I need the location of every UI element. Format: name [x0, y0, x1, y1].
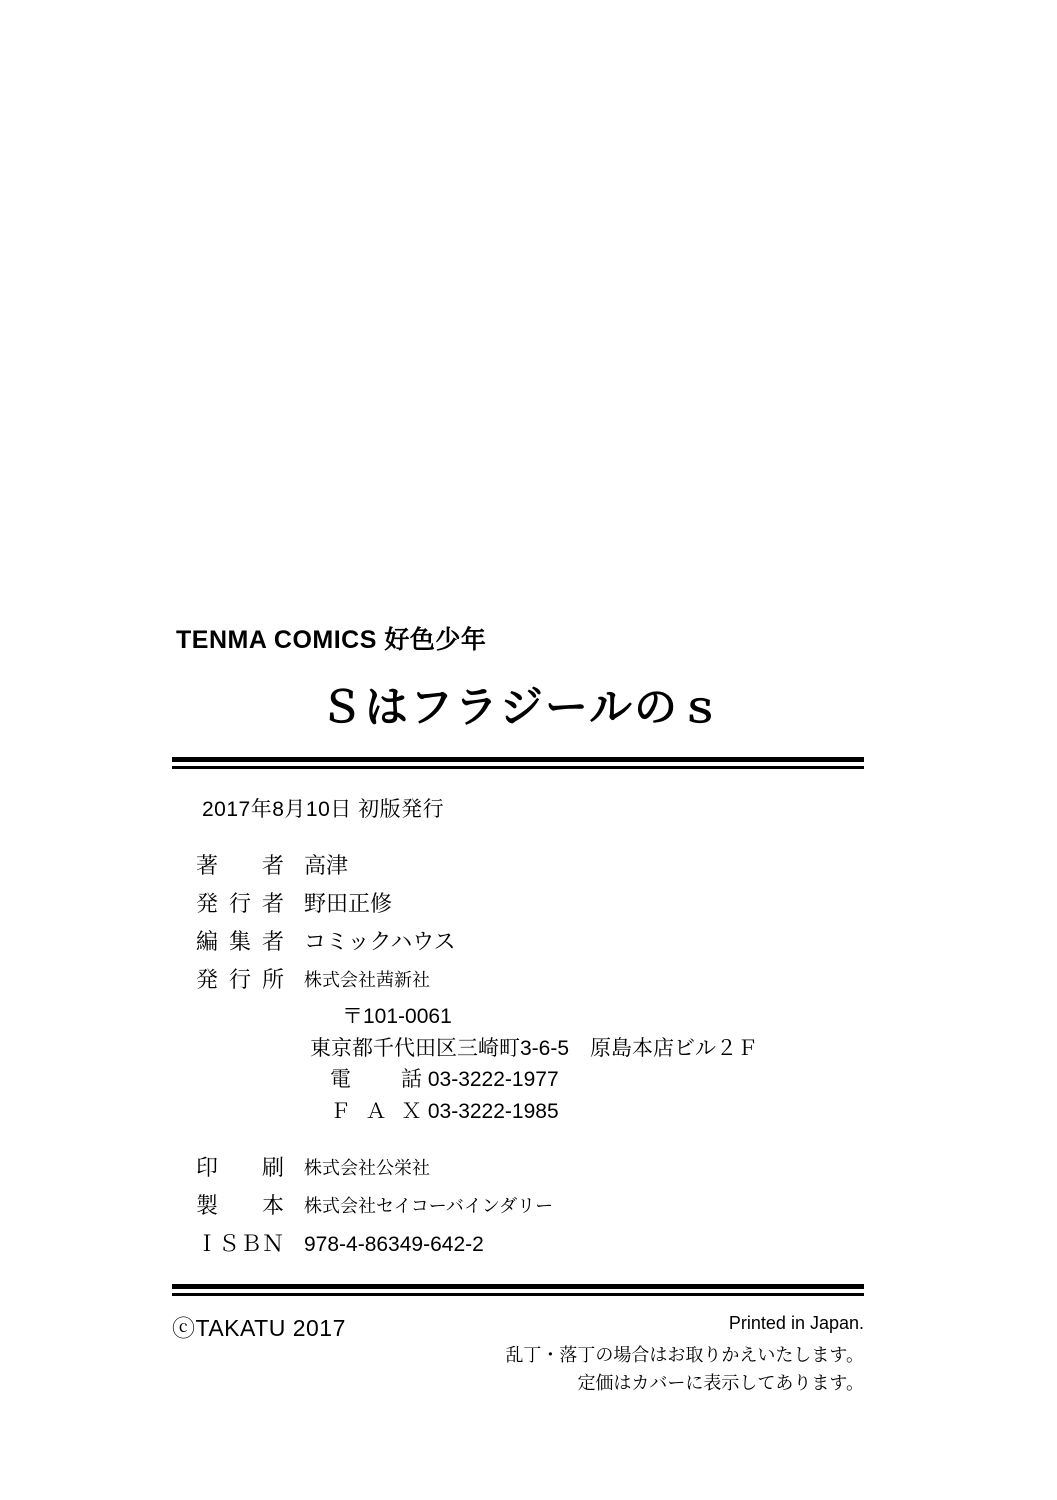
divider-top-thin [172, 766, 864, 769]
telephone-row [330, 1064, 872, 1096]
colophon-footer [172, 1310, 864, 1398]
credit-label-printing: 印刷 [196, 1155, 284, 1180]
fax-value: 03-3222-1985 [427, 1099, 559, 1123]
credit-value-editor: コミックハウス [304, 929, 456, 954]
book-title: Ｓはフラジールのｓ [319, 684, 725, 732]
credit-value-binding: 株式会社セイコーバインダリー [304, 1196, 554, 1216]
credit-label-binding: 製本 [196, 1193, 284, 1218]
credit-row [172, 849, 872, 880]
fax-row [330, 1096, 872, 1128]
credit-row [172, 925, 872, 956]
telephone-label: 電 話 [330, 1068, 422, 1091]
credit-label-isbn: ＩＳＢＮ [196, 1231, 285, 1256]
telephone-value: 03-3222-1977 [427, 1068, 559, 1091]
publisher-address [306, 1001, 872, 1127]
credit-row [172, 963, 872, 994]
credit-row [172, 1227, 872, 1258]
credit-row [172, 1189, 872, 1220]
price-notice: 定価はカバーに表示してあります。 [577, 1372, 864, 1393]
credit-value-publisher-person: 野田正修 [304, 891, 393, 916]
credit-label-publisher: 発行所 [196, 967, 284, 992]
credit-row [172, 887, 872, 918]
copyright-notice: ⓒTAKATU 2017 [172, 1315, 346, 1341]
credit-label-publisher-person: 発行者 [196, 891, 284, 916]
publication-date: 2017年8月10日 初版発行 [202, 798, 445, 821]
defect-notice: 乱丁・落丁の場合はお取りかえいたします。 [505, 1344, 864, 1365]
credit-label-author: 著者 [196, 853, 284, 878]
footer-notices [505, 1310, 864, 1398]
divider-bottom [172, 1284, 864, 1296]
fax-label: ＦＡＸ [330, 1099, 422, 1123]
production-list [172, 1151, 872, 1258]
colophon-block [172, 620, 872, 1398]
postal-code: 〒101-0061 [342, 1005, 452, 1028]
credit-value-publisher: 株式会社茜新社 [304, 970, 430, 990]
divider-top [172, 757, 864, 769]
credit-value-author: 高津 [304, 853, 349, 878]
credit-value-isbn: 978-4-86349-642-2 [304, 1233, 484, 1256]
printed-in-japan: Printed in Japan. [728, 1313, 864, 1333]
credit-value-printing: 株式会社公栄社 [304, 1158, 430, 1178]
credit-row [172, 1151, 872, 1182]
series-label: TENMA COMICS 好色少年 [176, 626, 487, 654]
credits-list [172, 849, 872, 994]
divider-bottom-thin [172, 1293, 864, 1296]
credit-label-editor: 編集者 [196, 929, 284, 954]
street-address: 東京都千代田区三崎町3-6-5 原島本店ビル２Ｆ [310, 1036, 759, 1060]
